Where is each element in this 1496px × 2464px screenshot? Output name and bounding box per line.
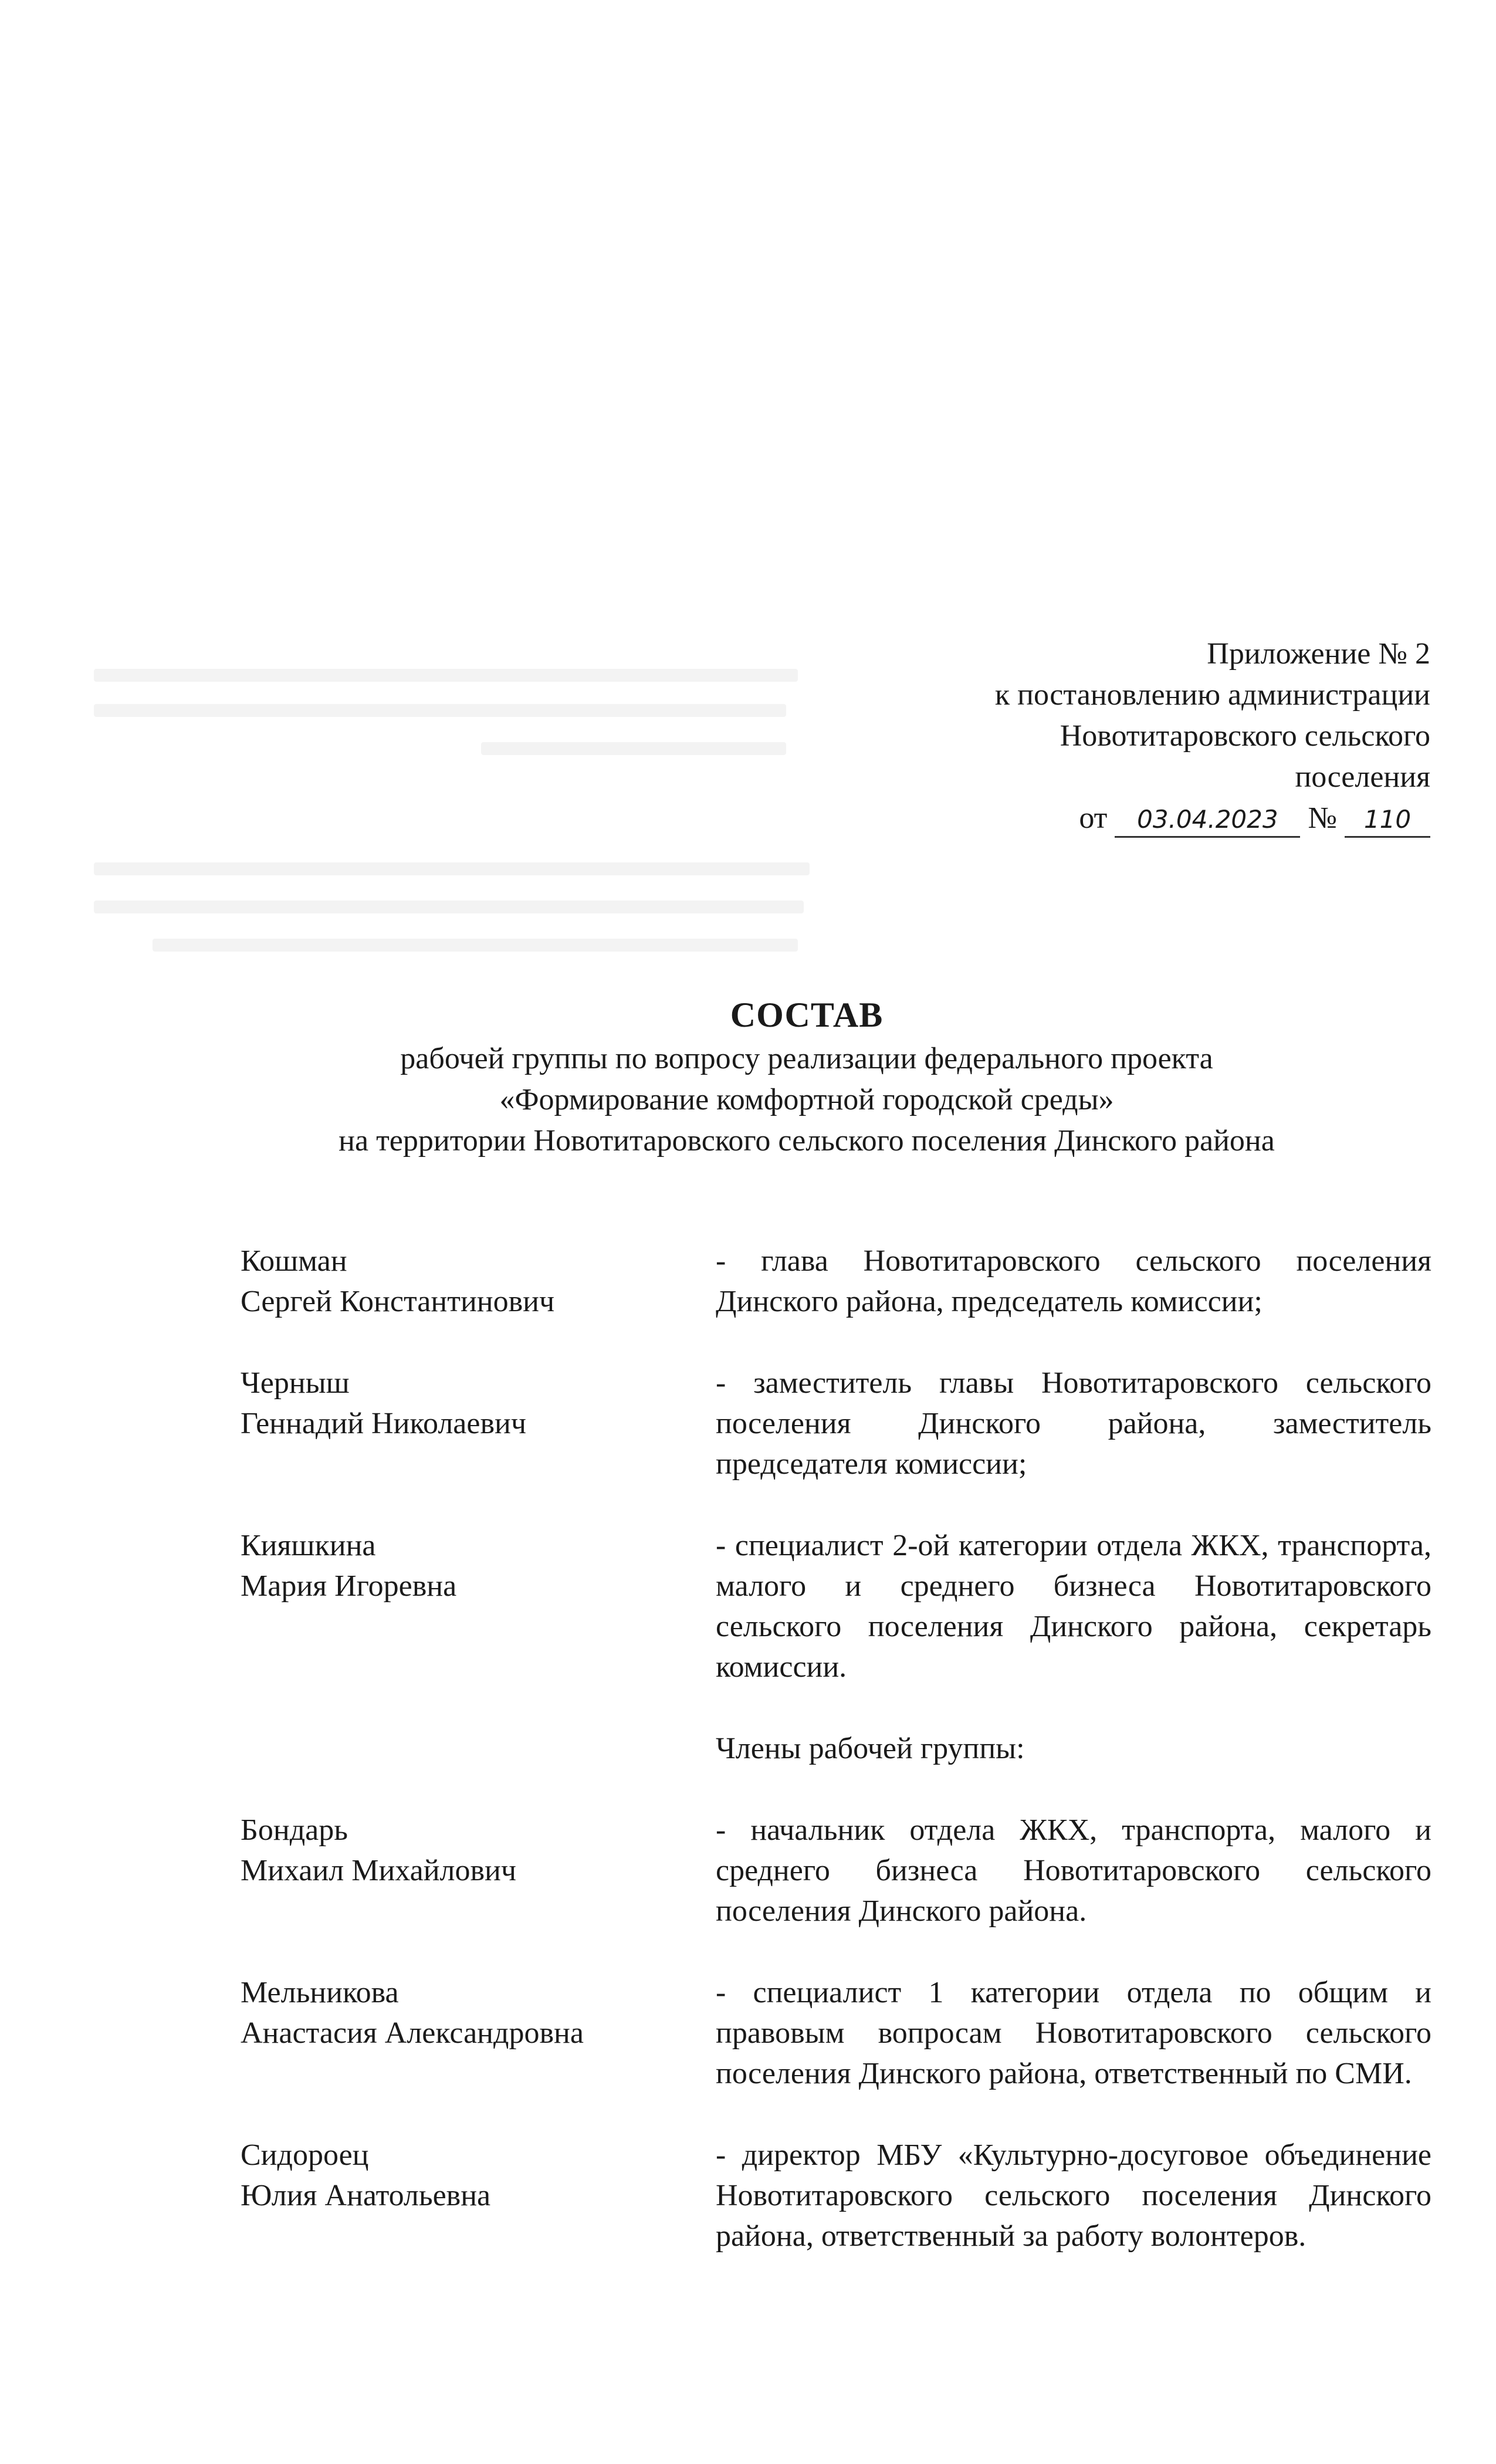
surname: Кияшкина [241,1529,376,1562]
appendix-date-line [726,798,1430,839]
given-names: Сергей Константинович [241,1285,555,1318]
given-names: Мария Игоревна [241,1569,457,1603]
scan-bleed [94,862,810,875]
person-name [241,1363,716,1484]
scan-bleed [94,704,786,717]
handwritten-number: 110 [1345,803,1430,838]
given-names: Геннадий Николаевич [241,1407,526,1440]
scan-bleed [94,901,804,913]
surname: Сидороец [241,2138,369,2172]
person-role: - начальник отдела ЖКХ, транспорта, малого и среднего бизнеса Новотитаровского сельского поселения Динского района. [716,1813,1431,1928]
number-label: № [1308,801,1337,835]
appendix-number: Приложение № 2 [1207,637,1430,671]
subtitle-line-1: рабочей группы по вопросу реализации федерального проекта [400,1042,1213,1075]
appendix-header [726,634,1430,839]
list-item [241,1972,1431,2094]
person-role: - заместитель главы Новотитаровского сельского поселения Динского района, заместитель председателя комиссии; [716,1366,1431,1481]
list-item [241,2135,1431,2256]
members-heading: Члены рабочей группы: [716,1732,1025,1765]
person-role: - директор МБУ «Культурно-досуговое объединение Новотитаровского сельского поселения Динского района, ответственный за работу волонтеров. [716,2138,1431,2253]
document-title: СОСТАВ [730,996,884,1034]
from-label: от [1079,801,1108,835]
given-names: Юлия Анатольевна [241,2179,491,2212]
appendix-ref: к постановлению администрации [994,678,1430,712]
subtitle-line-3: на территории Новотитаровского сельского поселения Динского района [339,1124,1275,1157]
person-name [241,1810,716,1931]
appendix-org: Новотитаровского сельского [1060,719,1430,753]
list-item [241,1810,1431,1931]
list-item [241,1363,1431,1484]
person-name [241,1525,716,1687]
surname: Черныш [241,1366,350,1400]
person-name [241,1972,716,2094]
person-name [241,1241,716,1322]
title-block [176,991,1437,1162]
scan-bleed [153,939,798,952]
given-names: Анастасия Александровна [241,2016,584,2050]
person-role: - специалист 2-ой категории отдела ЖКХ, транспорта, малого и среднего бизнеса Новотитаровского сельского поселения Динского района, секретарь комиссии. [716,1529,1431,1684]
surname: Кошман [241,1244,347,1278]
handwritten-date: 03.04.2023 [1115,803,1300,838]
person-role: - глава Новотитаровского сельского поселения Динского района, председатель комиссии; [716,1244,1431,1318]
list-item [241,1525,1431,1687]
list-item [241,1241,1431,1322]
scan-bleed [94,669,798,682]
surname: Бондарь [241,1813,348,1847]
given-names: Михаил Михайлович [241,1854,517,1887]
members-list [241,1241,1431,2256]
appendix-org-cont: поселения [1295,760,1430,794]
person-role: - специалист 1 категории отдела по общим и правовым вопросам Новотитаровского сельского поселения Динского района, ответственный по СМИ. [716,1976,1431,2090]
person-name [241,2135,716,2256]
surname: Мельникова [241,1976,399,2009]
subtitle-line-2: «Формирование комфортной городской среды» [499,1083,1114,1116]
